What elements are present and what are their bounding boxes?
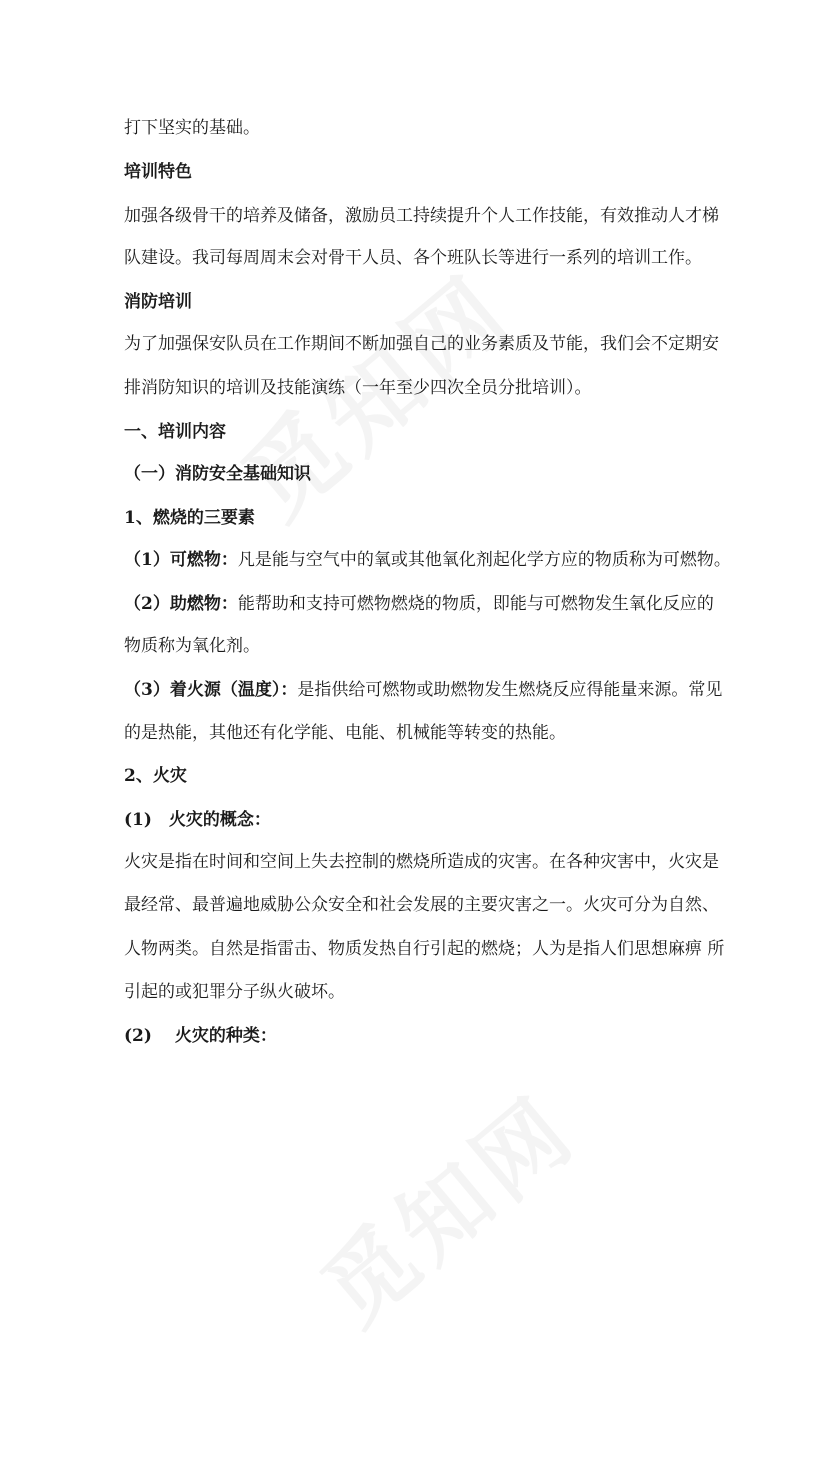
paragraph-line: 引起的或犯罪分子纵火破坏。 xyxy=(124,982,345,1002)
list-item xyxy=(124,593,714,615)
list-item xyxy=(124,679,722,701)
paragraph-line: 火灾是指在时间和空间上失去控制的燃烧所造成的灾害。在各种灾害中，火灾是 xyxy=(124,852,719,872)
paragraph-line: 物质称为氧化剂。 xyxy=(124,636,260,656)
subsection-heading: 2、火灾 xyxy=(124,766,187,786)
section-heading: 培训特色 xyxy=(124,162,192,182)
paragraph-line: 为了加强保安队员在工作期间不断加强自己的业务素质及节能，我们会不定期安 xyxy=(124,334,719,354)
subsection-heading: 1、燃烧的三要素 xyxy=(124,508,255,528)
item-text: 能帮助和支持可燃物燃烧的物质，即能与可燃物发生氧化反应的 xyxy=(237,594,714,614)
item-number: （2） xyxy=(124,594,170,614)
item-label: 着火源（温度）： xyxy=(169,680,298,700)
section-heading: 一、培训内容 xyxy=(124,422,226,442)
paragraph-line: 加强各级骨干的培养及储备，激励员工持续提升个人工作技能，有效推动人才梯 xyxy=(124,206,719,226)
list-item xyxy=(124,549,731,571)
item-label: 助燃物： xyxy=(169,594,238,614)
subsection-heading: （一）消防安全基础知识 xyxy=(124,464,311,484)
section-heading: 消防培训 xyxy=(124,292,192,312)
paragraph-line: 最经常、最普遍地威胁公众安全和社会发展的主要灾害之一。火灾可分为自然、 xyxy=(124,895,719,915)
paragraph-line: 打下坚实的基础。 xyxy=(124,118,260,138)
item-text: 是指供给可燃物或助燃物发生燃烧反应得能量来源。常见 xyxy=(297,680,723,700)
item-label: 可燃物： xyxy=(169,550,238,570)
subsection-heading: (1) 火灾的概念： xyxy=(124,810,271,830)
item-number: （1） xyxy=(124,550,170,570)
paragraph-line: 人物两类。自然是指雷击、物质发热自行引起的燃烧；人为是指人们思想麻痹 所 xyxy=(124,939,725,959)
paragraph-line: 排消防知识的培训及技能演练（一年至少四次全员分批培训）。 xyxy=(124,378,592,398)
paragraph-line: 的是热能，其他还有化学能、电能、机械能等转变的热能。 xyxy=(124,723,566,743)
paragraph-line: 队建设。我司每周周末会对骨干人员、各个班队长等进行一系列的培训工作。 xyxy=(124,248,702,268)
item-number: （3） xyxy=(124,680,170,700)
item-text: 凡是能与空气中的氧或其他氧化剂起化学方应的物质称为可燃物。 xyxy=(237,550,731,570)
subsection-heading: (2) 火灾的种类： xyxy=(124,1026,277,1046)
